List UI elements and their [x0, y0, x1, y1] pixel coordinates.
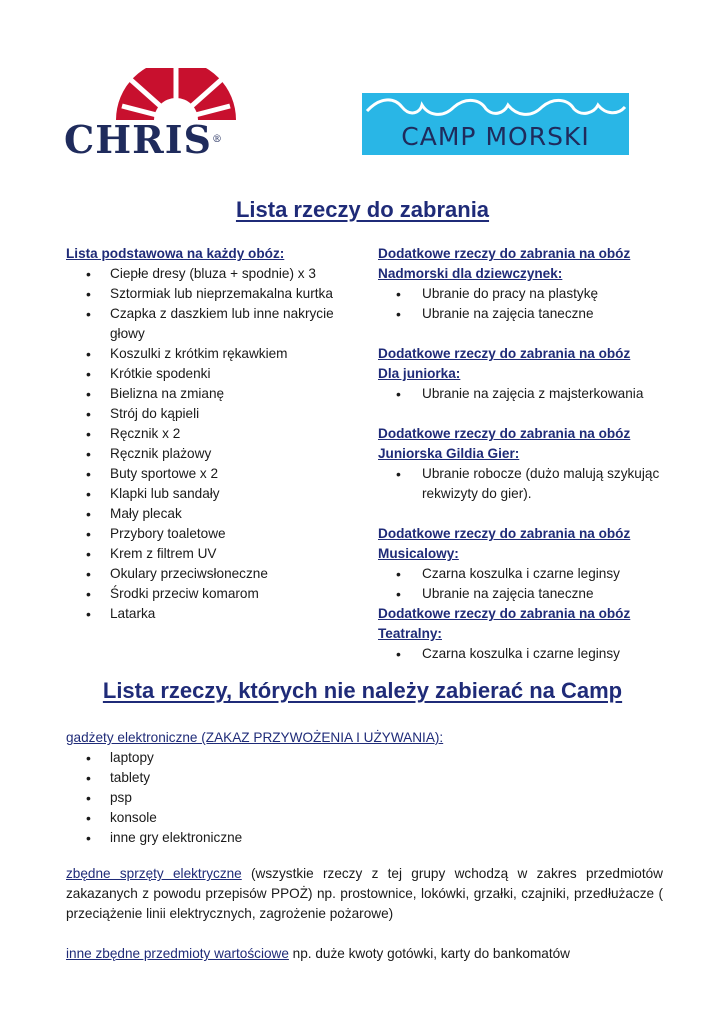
list-item: • Strój do kąpieli: [66, 404, 356, 424]
extra-list-heading: Dodatkowe rzeczy do zabrania na obóz Juniorska Gildia Gier:: [378, 426, 631, 461]
list-item: • Krótkie spodenki: [66, 364, 356, 384]
extra-list-heading: Dodatkowe rzeczy do zabrania na obóz Nadmorski dla dziewczynek:: [378, 246, 631, 281]
list-item: • Czarna koszulka i czarne leginsy: [378, 644, 678, 664]
list-item: • Mały plecak: [66, 504, 356, 524]
list-item: • Ręcznik x 2: [66, 424, 356, 444]
packing-list-title: Lista rzeczy do zabrania: [235, 197, 490, 222]
extra-list-heading: Dodatkowe rzeczy do zabrania na obóz Musicalowy:: [378, 526, 631, 561]
list-item: • Ciepłe dresy (bluza + spodnie) x 3: [66, 264, 356, 284]
camp-morski-text: CAMP MORSKI: [401, 122, 590, 151]
list-item: • Sztormiak lub nieprzemakalna kurtka: [66, 284, 356, 304]
list-item: • Czarna koszulka i czarne leginsy: [378, 564, 678, 584]
extra-list-gildia-gier: [378, 424, 678, 504]
list-item: • inne gry elektroniczne: [66, 828, 666, 848]
list-item: • konsole: [66, 808, 666, 828]
extra-list-teatralny: [378, 604, 678, 664]
extra-list-nadmorski: [378, 244, 678, 324]
basic-list: [66, 244, 356, 624]
electrical-label: zbędne sprzęty elektryczne: [66, 866, 242, 881]
list-item: • Czapka z daszkiem lub inne nakrycie głowy: [66, 304, 356, 344]
extra-list-musicalowy: [378, 524, 678, 604]
electrical-text: (wszystkie rzeczy z tej grupy wchodzą w zakres przedmiotów zakazanych z powodu przepisów PPOŻ) np. prostownice, lokówki, grzałki, czajniki, przedłużacze ( przeciążenie linii elektrycznych, zagrożenie pożarowe): [66, 866, 664, 921]
list-item: • Klapki lub sandały: [66, 484, 356, 504]
list-item: • Ubranie na zajęcia taneczne: [378, 584, 678, 604]
extra-list-juniorka: [378, 344, 678, 404]
list-item: • laptopy: [66, 748, 666, 768]
chris-logo: [64, 68, 294, 160]
electronics-list: [66, 728, 666, 848]
list-item: • Ubranie na zajęcia z majsterkowania: [378, 384, 678, 404]
list-item: • Środki przeciw komarom: [66, 584, 356, 604]
camp-morski-logo: [362, 93, 629, 155]
chris-logo-text: CHRIS®: [64, 117, 223, 162]
list-item: • Bielizna na zmianę: [66, 384, 356, 404]
list-item: • Przybory toaletowe: [66, 524, 356, 544]
list-item: • Buty sportowe x 2: [66, 464, 356, 484]
list-item: • Ubranie robocze (dużo malują szykując rekwizyty do gier).: [378, 464, 662, 504]
electronics-heading: gadżety elektroniczne (ZAKAZ PRZYWOŻENIA I UŻYWANIA):: [66, 730, 444, 745]
forbidden-list-title: Lista rzeczy, których nie należy zabierać na Camp: [102, 678, 623, 703]
basic-list-items: [66, 264, 356, 624]
electrical-paragraph: [66, 864, 663, 924]
basic-list-heading: Lista podstawowa na każdy obóz:: [66, 246, 285, 261]
list-item: • tablety: [66, 768, 666, 788]
list-item: • Ręcznik plażowy: [66, 444, 356, 464]
list-item: • Okulary przeciwsłoneczne: [66, 564, 356, 584]
list-item: • Ubranie na zajęcia taneczne: [378, 304, 678, 324]
list-item: • psp: [66, 788, 666, 808]
extra-list-heading: Dodatkowe rzeczy do zabrania na obóz Dla juniorka:: [378, 346, 631, 381]
extra-list-heading: Dodatkowe rzeczy do zabrania na obóz Teatralny:: [378, 606, 631, 641]
valuables-paragraph: [66, 944, 663, 964]
valuables-label: inne zbędne przedmioty wartościowe: [66, 946, 289, 961]
list-item: • Koszulki z krótkim rękawkiem: [66, 344, 356, 364]
list-item: • Ubranie do pracy na plastykę: [378, 284, 678, 304]
extra-lists: [378, 244, 678, 664]
list-item: • Latarka: [66, 604, 356, 624]
valuables-text: np. duże kwoty gotówki, karty do bankomatów: [288, 946, 570, 961]
list-item: • Krem z filtrem UV: [66, 544, 356, 564]
